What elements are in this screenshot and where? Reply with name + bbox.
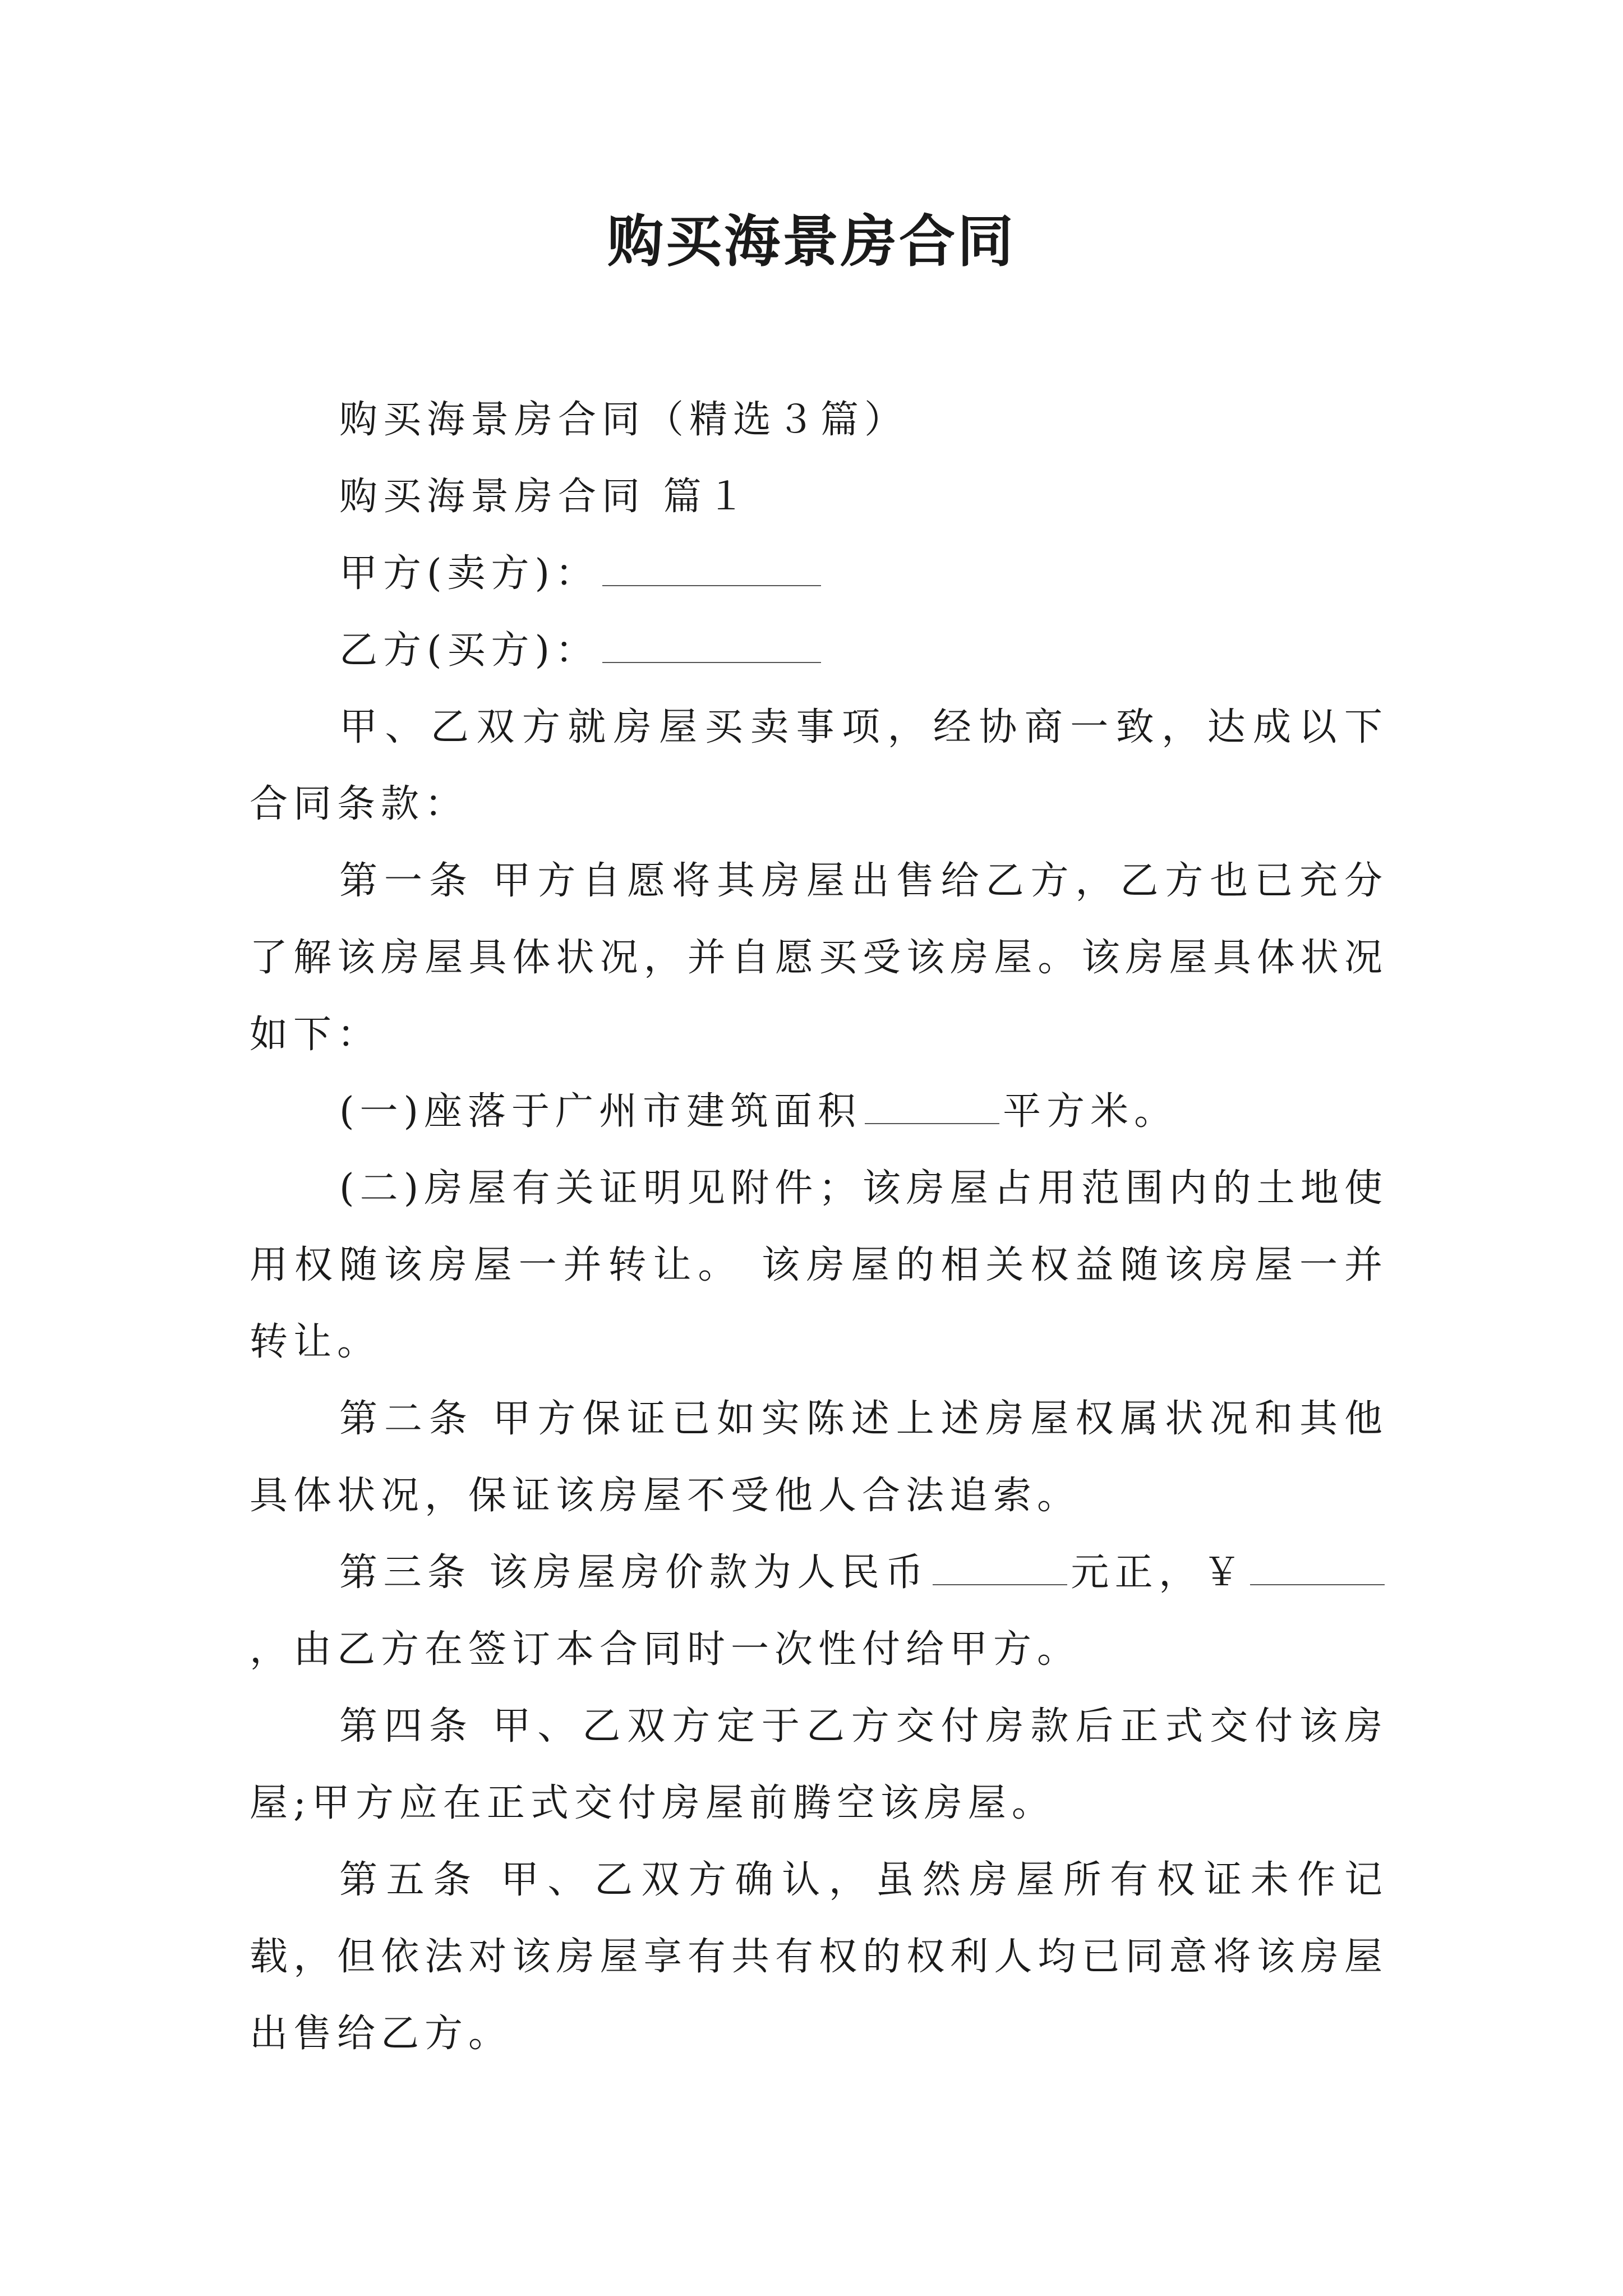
paragraph-item-1 xyxy=(250,1073,1388,1150)
price-figure-blank xyxy=(1250,1555,1385,1585)
paragraph-article-3 xyxy=(250,1534,1388,1688)
price-blank xyxy=(933,1555,1067,1585)
paragraph-subtitle: 购买海景房合同（精选３篇） xyxy=(339,398,909,442)
paragraph-article-5: 第五条 甲、乙双方确认，虽然房屋所有权证未作记载，但依法对该房屋享有共有权的权利人均已同意将该房屋出售给乙方。 xyxy=(250,1858,1388,2056)
document-body xyxy=(250,381,1388,2072)
party-a-label: 甲方(卖方)： xyxy=(339,551,600,596)
paragraph-party-a xyxy=(250,535,1388,612)
paragraph-article-2: 第二条 甲方保证已如实陈述上述房屋权属状况和其他具体状况，保证该房屋不受他人合法追索。 xyxy=(250,1397,1388,1518)
item-1-unit: 平方米。 xyxy=(1003,1089,1178,1134)
paragraph-article-4: 第四条 甲、乙双方定于乙方交付房款后正式交付该房屋;甲方应在正式交付房屋前腾空该房屋。 xyxy=(250,1704,1388,1825)
article-3-text: 第三条 该房屋房价款为人民币 xyxy=(339,1550,929,1595)
area-blank xyxy=(865,1094,999,1124)
paragraph-party-b xyxy=(250,612,1388,689)
paragraph-article-1: 第一条 甲方自愿将其房屋出售给乙方，乙方也已充分了解该房屋具体状况，并自愿买受该房屋。该房屋具体状况如下： xyxy=(250,859,1388,1057)
paragraph-intro: 甲、乙双方就房屋买卖事项，经协商一致，达成以下合同条款： xyxy=(250,705,1388,826)
paragraph-item-2: (二)房屋有关证明见附件；该房屋占用范围内的土地使用权随该房屋一并转让。 该房屋的相关权益随该房屋一并转让。 xyxy=(250,1166,1388,1364)
party-b-label: 乙方(买方)： xyxy=(339,628,600,673)
article-3-currency: 元正，￥ xyxy=(1070,1550,1247,1595)
article-3-rest: ，由乙方在签订本合同时一次性付给甲方。 xyxy=(250,1627,1081,1672)
document-title: 购买海景房合同 xyxy=(607,208,1016,274)
item-1-text: (一)座落于广州市建筑面积 xyxy=(339,1089,862,1134)
party-b-blank xyxy=(602,633,821,663)
paragraph-section-heading: 购买海景房合同 篇１ xyxy=(339,475,751,519)
party-a-blank xyxy=(602,556,821,586)
